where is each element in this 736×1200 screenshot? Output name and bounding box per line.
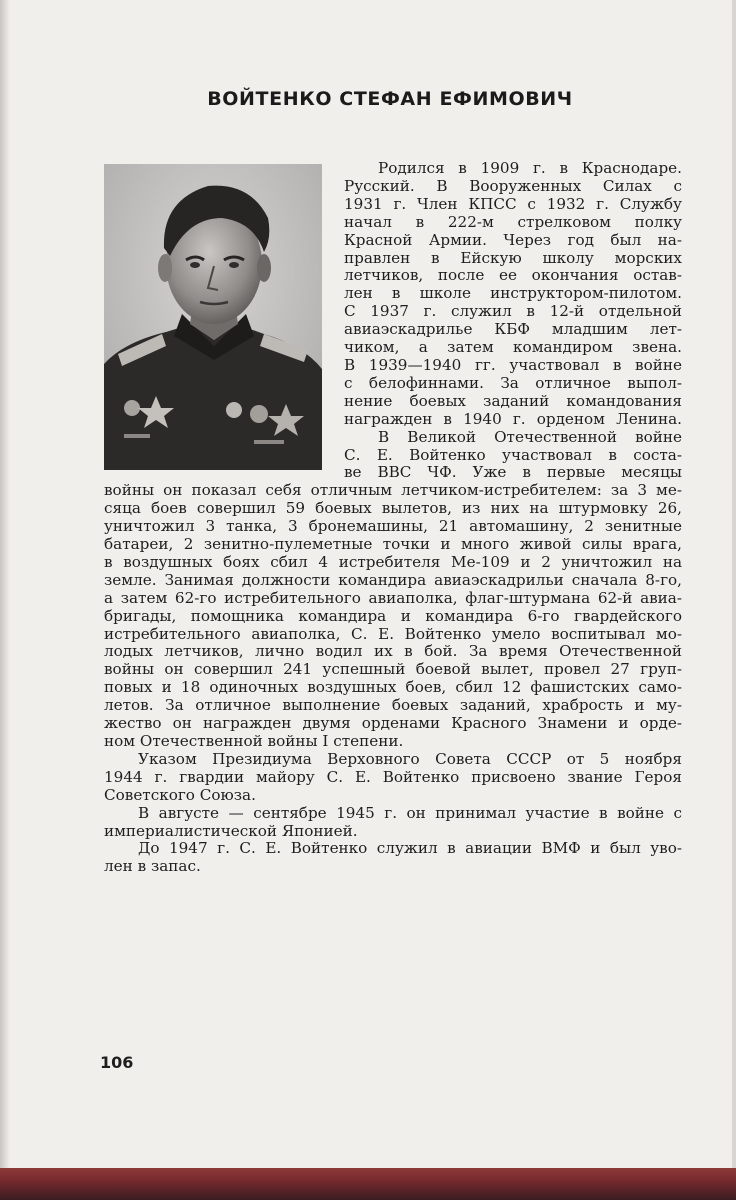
bio-line: 1931 г. Член КПСС с 1932 г. Службу xyxy=(344,194,682,213)
page-number: 106 xyxy=(100,1053,134,1072)
bio-line: в воздушных боях сбил 4 истребителя Ме-109 и 2 уничтожил на xyxy=(104,552,682,571)
bio-line: ве ВВС ЧФ. Уже в первые месяцы xyxy=(344,463,682,482)
bio-line: земле. Занимая должности командира авиаэскадрильи сначала 8-го, xyxy=(104,570,682,589)
bio-line: жество он награжден двумя орденами Красного Знамени и орде- xyxy=(104,714,682,733)
bio-line: а затем 62-го истребительного авиаполка, флаг-штурмана 62-й авиа- xyxy=(104,588,682,607)
bio-line: с белофиннами. За отличное выпол- xyxy=(344,373,682,392)
bio-line: Русский. В Вооруженных Силах с xyxy=(344,176,682,195)
page-gutter-shadow xyxy=(0,0,10,1200)
bio-line: авиаэскадрилье КБФ младшим лет- xyxy=(344,320,682,339)
bio-line: Советского Союза. xyxy=(104,785,256,804)
bio-line: летчиков, после ее окончания остав- xyxy=(344,266,682,285)
bio-line: империалистической Японией. xyxy=(104,821,358,840)
bio-line: повых и 18 одиночных воздушных боев, сбил 12 фашистских само- xyxy=(104,678,682,697)
bio-line: С 1937 г. служил в 12-й отдельной xyxy=(344,302,682,321)
page-edge xyxy=(732,0,736,1200)
bio-line: правлен в Ейскую школу морских xyxy=(344,248,682,267)
bio-line: войны он показал себя отличным летчиком-истребителем: за 3 ме- xyxy=(104,481,682,500)
bio-line: В августе — сентябре 1945 г. он принимал участие в войне с xyxy=(138,803,682,822)
bio-line: В 1939—1940 гг. участвовал в войне xyxy=(344,355,682,374)
bio-line: лодых летчиков, лично водил их в бой. За время Отечественной xyxy=(104,642,682,661)
book-cover-edge xyxy=(0,1168,736,1200)
bio-line: батареи, 2 зенитно-пулеметные точки и много живой силы врага, xyxy=(104,535,682,554)
bio-line: чиком, а затем командиром звена. xyxy=(344,338,682,357)
bio-line: летов. За отличное выполнение боевых заданий, храбрость и му- xyxy=(104,696,682,715)
bio-line: уничтожил 3 танка, 3 бронемашины, 21 автомашину, 2 зенитные xyxy=(104,517,682,536)
bio-line: нение боевых заданий командования xyxy=(344,391,682,410)
bio-line: С. Е. Войтенко участвовал в соста- xyxy=(344,445,682,464)
bio-line: бригады, помощника командира и командира 6-го гвардейского xyxy=(104,606,682,625)
bio-line: истребительного авиаполка, С. Е. Войтенко умело воспитывал мо- xyxy=(104,624,682,643)
bio-line: До 1947 г. С. Е. Войтенко служил в авиации ВМФ и был уво- xyxy=(138,839,682,858)
bio-line: лен в школе инструктором-пилотом. xyxy=(344,284,682,303)
bio-line: В Великой Отечественной войне xyxy=(378,427,682,446)
bio-line: начал в 222-м стрелковом полку xyxy=(344,212,682,231)
page-title: ВОЙТЕНКО СТЕФАН ЕФИМОВИЧ xyxy=(207,88,573,110)
biography-text xyxy=(104,160,682,876)
bio-line: сяца боев совершил 59 боевых вылетов, из них на штурмовку 26, xyxy=(104,499,682,518)
bio-line: Указом Президиума Верховного Совета СССР от 5 ноября xyxy=(138,749,682,768)
bio-line: войны он совершил 241 успешный боевой вылет, провел 27 груп- xyxy=(104,660,682,679)
bio-line: награжден в 1940 г. орденом Ленина. xyxy=(344,409,682,428)
bio-line: Красной Армии. Через год был на- xyxy=(344,230,682,249)
bio-line: ном Отечественной войны I степени. xyxy=(104,732,404,750)
bio-line: лен в запас. xyxy=(104,857,201,876)
bio-line: Родился в 1909 г. в Краснодаре. xyxy=(378,159,682,177)
bio-line: 1944 г. гвардии майору С. Е. Войтенко присвоено звание Героя xyxy=(104,767,682,786)
